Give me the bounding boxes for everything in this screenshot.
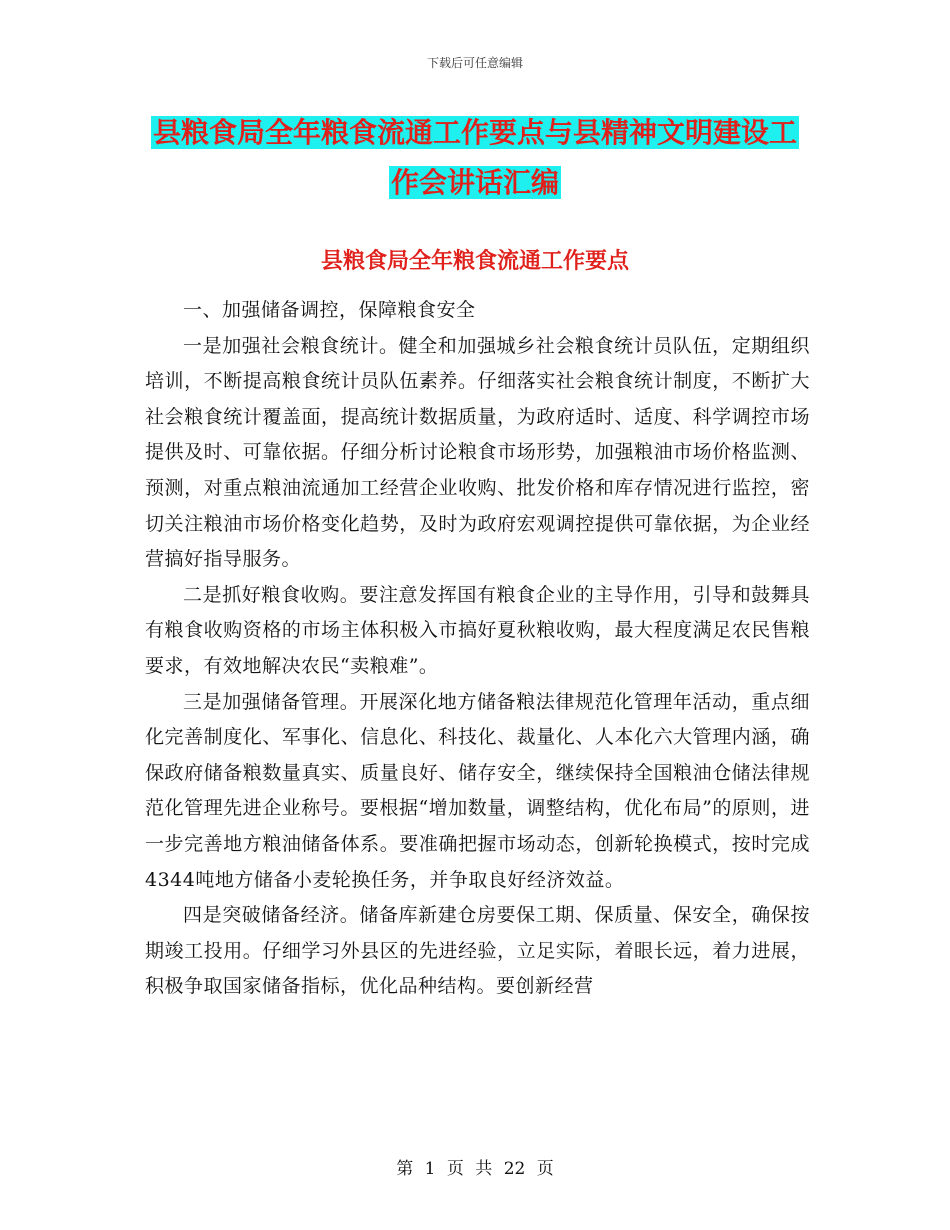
paragraph: 四是突破储备经济。储备库新建仓房要保工期、保质量、保安全，确保按期竣工投用。仔细学习外县区的先进经验，立足实际，着眼长远，着力进展，积极争取国家储备指标，优化品种结构。要创新经营 — [145, 904, 810, 998]
document-title-line-1: 县粮食局全年粮食流通工作要点与县精神文明建设工 — [152, 116, 797, 149]
document-body — [145, 293, 810, 1005]
document-title — [0, 108, 950, 208]
header-note: 下载后可任意编辑 — [426, 56, 523, 70]
paragraph: 一是加强社会粮食统计。健全和加强城乡社会粮食统计员队伍，定期组织培训，不断提高粮食统计员队伍素养。仔细落实社会粮食统计制度，不断扩大社会粮食统计覆盖面，提高统计数据质量，为政府适时、适度、科学调控市场提供及时、可靠依据。仔细分析讨论粮食市场形势，加强粮油市场价格监测、预测，对重点粮油流通加工经营企业收购、批发价格和库存情况进行监控，密切关注粮油市场价格变化趋势，及时为政府宏观调控提供可靠依据，为企业经营搞好指导服务。 — [145, 334, 810, 571]
section-title: 县粮食局全年粮食流通工作要点 — [320, 248, 629, 274]
page-footer: 第 1 页 共 22 页 — [396, 1159, 554, 1179]
paragraph: 三是加强储备管理。开展深化地方储备粮法律规范化管理年活动，重点细化完善制度化、军事化、信息化、科技化、裁量化、人本化六大管理内涵，确保政府储备粮数量真实、质量良好、储存安全，继续保持全国粮油仓储法律规范化管理先进企业称号。要根据“增加数量，调整结构，优化布局”的原则，进一步完善地方粮油储备体系。要准确把握市场动态，创新轮换模式，按时完成4344吨地方储备小麦轮换任务，并争取良好经济效益。 — [145, 690, 810, 891]
paragraph: 二是抓好粮食收购。要注意发挥国有粮食企业的主导作用，引导和鼓舞具有粮食收购资格的市场主体积极入市搞好夏秋粮收购，最大程度满足农民售粮要求，有效地解决农民“卖粮难”。 — [145, 583, 810, 677]
document-title-line-2: 作会讲话汇编 — [390, 166, 559, 199]
heading-paragraph: 一、加强储备调控，保障粮食安全 — [183, 299, 476, 321]
